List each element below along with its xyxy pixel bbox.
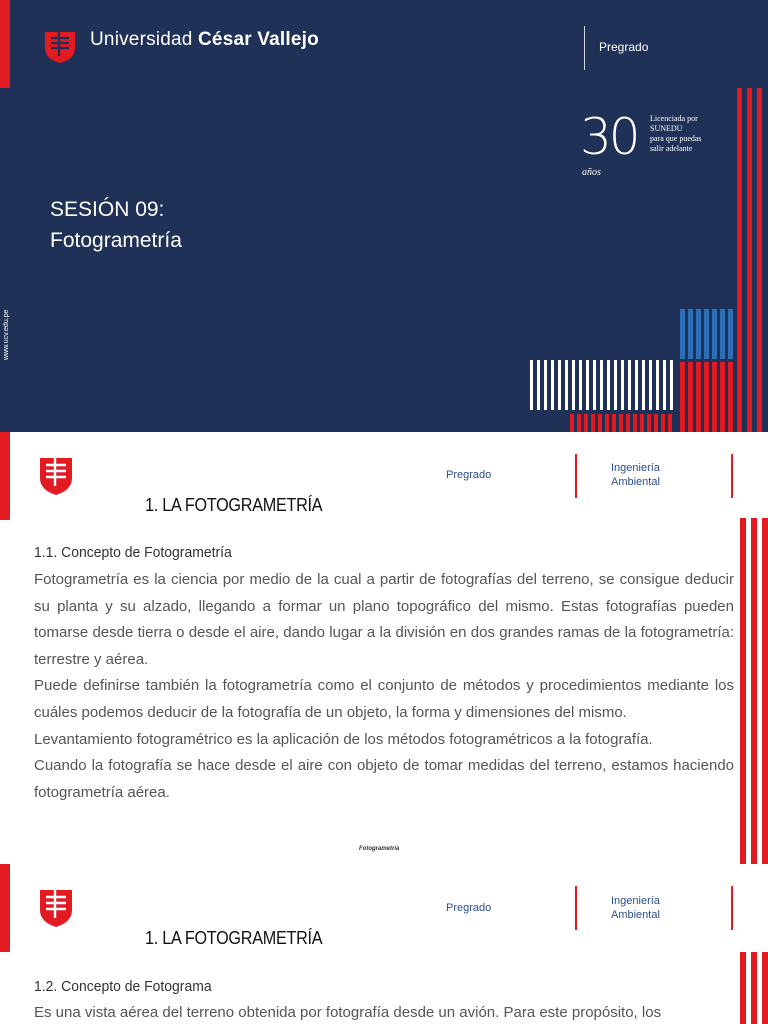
decor-stripe xyxy=(649,360,652,410)
red-accent-bar xyxy=(0,0,10,88)
decor-stripe xyxy=(572,360,575,410)
subsection-title: 1.2. Concepto de Fotograma xyxy=(34,978,212,995)
red-accent-bar xyxy=(0,864,10,952)
decor-stripe xyxy=(600,360,603,410)
ucv-shield-icon xyxy=(38,888,74,928)
session-title: SESIÓN 09: Fotogrametría xyxy=(50,198,182,252)
decor-stripe xyxy=(762,952,768,1024)
career-label: Ingeniería Ambiental xyxy=(611,462,660,488)
decor-stripe xyxy=(605,414,609,432)
red-accent-bar xyxy=(0,432,10,520)
header-divider xyxy=(584,26,585,70)
level-label: Pregrado xyxy=(446,902,492,914)
decor-stripe xyxy=(584,414,588,432)
decor-stripe xyxy=(663,360,666,410)
decor-stripe xyxy=(626,414,630,432)
decor-stripe xyxy=(704,309,709,359)
decor-stripe xyxy=(696,309,701,359)
decor-stripe xyxy=(607,360,610,410)
paragraph: Es una vista aérea del terreno obtenida por fotografía desde un avión. Para este propósito, los xyxy=(34,1004,662,1021)
section-title: 1. LA FOTOGRAMETRÍA xyxy=(145,928,323,948)
decor-stripe xyxy=(537,360,540,410)
career-label: Ingeniería Ambiental xyxy=(611,895,660,921)
decor-stripe xyxy=(577,414,581,432)
decor-stripe xyxy=(661,414,665,432)
decor-stripe xyxy=(688,309,693,359)
decor-stripe xyxy=(654,414,658,432)
decor-stripe xyxy=(633,414,637,432)
decor-stripe xyxy=(747,88,752,432)
ucv-logo-icon xyxy=(42,28,78,64)
cover-slide xyxy=(0,0,768,432)
decor-stripe xyxy=(712,309,717,359)
decor-stripe xyxy=(737,88,742,432)
decor-stripe xyxy=(635,360,638,410)
decor-stripe xyxy=(621,360,624,410)
decor-stripe xyxy=(586,360,589,410)
decor-stripe xyxy=(704,362,709,432)
decor-stripe xyxy=(565,360,568,410)
body-text xyxy=(34,567,734,806)
decor-stripe xyxy=(628,360,631,410)
decor-stripe xyxy=(728,362,733,432)
decor-stripe xyxy=(619,414,623,432)
subsection-title: 1.1. Concepto de Fotogrametría xyxy=(34,544,232,561)
decor-stripe xyxy=(740,952,746,1024)
decor-stripe xyxy=(751,518,757,864)
footer-caption: Fotogrametría xyxy=(359,846,400,852)
decor-stripe xyxy=(720,309,725,359)
header-divider xyxy=(575,454,577,498)
decor-stripe xyxy=(544,360,547,410)
decor-stripe xyxy=(688,362,693,432)
section-title: 1. LA FOTOGRAMETRÍA xyxy=(145,495,323,515)
decor-stripe xyxy=(647,414,651,432)
decor-stripe xyxy=(579,360,582,410)
body-text xyxy=(34,1000,734,1024)
anniversary-word: años xyxy=(582,167,601,178)
paragraph: Cuando la fotografía se hace desde el aire con objeto de tomar medidas del terreno, estamos haciendo fotogrametría aérea. xyxy=(34,757,734,801)
decor-stripe xyxy=(656,360,659,410)
decor-stripe xyxy=(612,414,616,432)
content-slide-2 xyxy=(0,864,768,1024)
decor-stripe xyxy=(591,414,595,432)
decor-stripe xyxy=(593,360,596,410)
website-url: www.ucv.edu.pe xyxy=(3,309,10,360)
header-divider xyxy=(731,886,733,930)
decor-stripe xyxy=(614,360,617,410)
level-label: Pregrado xyxy=(446,469,492,481)
decor-stripe xyxy=(680,362,685,432)
decor-stripe xyxy=(642,360,645,410)
decor-stripe xyxy=(640,414,644,432)
header-divider xyxy=(731,454,733,498)
decor-stripe xyxy=(696,362,701,432)
decor-stripe xyxy=(762,518,768,864)
paragraph: Levantamiento fotogramétrico es la aplicación de los métodos fotogramétricos a la fotografía. xyxy=(34,730,653,748)
decor-stripe xyxy=(668,414,672,432)
paragraph: Fotogrametría es la ciencia por medio de la cual a partir de fotografías del terreno, se consigue deducir su planta y su alzado, llegando a formar un plano topográfico del mismo. Estas fotografías pueden tomarse desde tierra o desde el aire, dando lugar a la división en dos grandes ramas de la fotogrametría: terrestre y aérea. xyxy=(34,571,734,668)
decor-stripe xyxy=(757,88,762,432)
header-divider xyxy=(575,886,577,930)
ucv-shield-icon xyxy=(38,456,74,496)
anniversary-number: 30 xyxy=(580,108,638,166)
decor-stripe xyxy=(751,952,757,1024)
decor-stripe xyxy=(720,362,725,432)
decor-stripe xyxy=(570,414,574,432)
decor-stripe xyxy=(728,309,733,359)
university-name: Universidad César Vallejo xyxy=(90,29,319,50)
decor-stripe xyxy=(670,360,673,410)
decor-stripe xyxy=(712,362,717,432)
decor-stripe xyxy=(558,360,561,410)
decor-stripe xyxy=(598,414,602,432)
paragraph: Puede definirse también la fotogrametría como el conjunto de métodos y procedimientos mediante los cuáles podemos deducir de la fotografía de un objeto, la forma y dimensiones del mismo. xyxy=(34,677,734,721)
license-text: Licenciada por SUNEDU para que puedas salir adelante xyxy=(650,114,702,153)
content-slide-1 xyxy=(0,432,768,864)
decor-stripe xyxy=(740,518,746,864)
decor-stripe xyxy=(551,360,554,410)
decor-stripe xyxy=(530,360,533,410)
level-label: Pregrado xyxy=(599,40,649,54)
decor-stripe xyxy=(680,309,685,359)
